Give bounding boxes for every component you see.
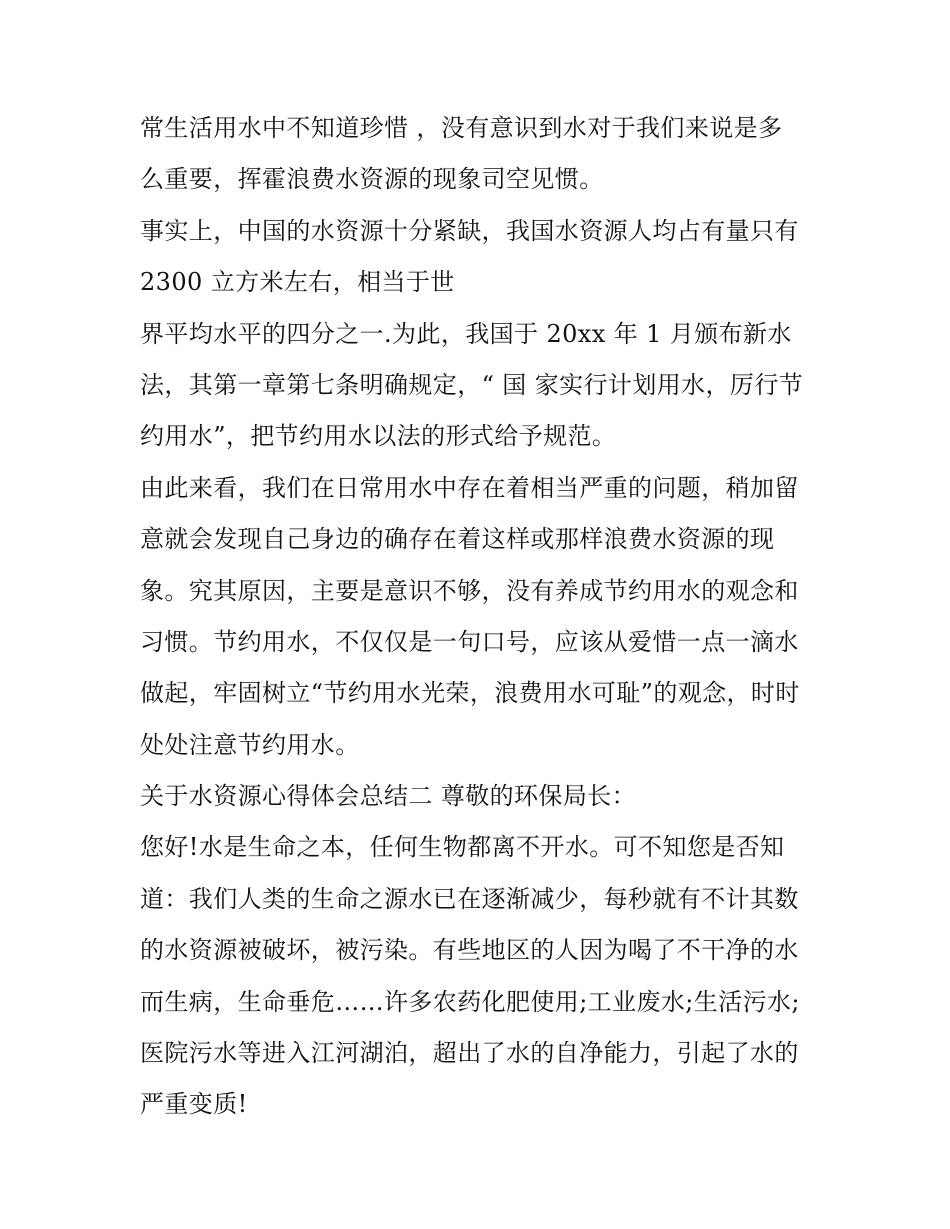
text-line: 您好!水是生命之本，任何生物都离不开水。可不知您是否知: [140, 833, 785, 862]
text-line: 界平均水平的四分之一.为此，我国于 20xx 年 1 月颁布新水: [140, 319, 792, 348]
text-line: 么重要，挥霍浪费水资源的现象司空见惯。: [140, 165, 604, 194]
text-line: 由此来看，我们在日常用水中存在着相当严重的问题，稍加留: [140, 473, 799, 502]
text-line: 象。究其原因，主要是意识不够，没有养成节约用水的观念和: [140, 576, 799, 605]
text-line: 习惯。节约用水，不仅仅是一句口号，应该从爱惜一点一滴水: [140, 627, 799, 656]
text-line: 做起，牢固树立“节约用水光荣，浪费用水可耻”的观念，时时: [140, 679, 800, 708]
text-line: 的水资源被破坏，被污染。有些地区的人因为喝了不干净的水: [140, 936, 799, 965]
text-line: 道：我们人类的生命之源水已在逐渐减少，每秒就有不计其数: [140, 884, 799, 913]
text-line: 2300 立方米左右，相当于世: [140, 268, 455, 297]
document-body: [140, 103, 830, 1131]
text-line: 意就会发现自己身边的确存在着这样或那样浪费水资源的现: [140, 525, 775, 554]
text-line: 严重变质!: [140, 1090, 248, 1119]
text-line: 法，其第一章第七条明确规定，“ 国 家实行计划用水，厉行节: [140, 370, 804, 399]
text-line: 处处注意节约用水。: [140, 730, 360, 759]
text-line: 事实上，中国的水资源十分紧缺，我国水资源人均占有量只有: [140, 216, 799, 245]
text-line: 常生活用水中不知道珍惜 ，没有意识到水对于我们来说是多: [140, 114, 783, 142]
text-line: 约用水”，把节约用水以法的形式给予规范。: [140, 422, 617, 451]
section-heading-line: 关于水资源心得体会总结二 尊敬的环保局长：: [140, 782, 637, 811]
text-line: 医院污水等进入江河湖泊，超出了水的自净能力，引起了水的: [140, 1039, 799, 1068]
text-line: 而生病，生命垂危……许多农药化肥使用;工业废水;生活污水;: [140, 987, 800, 1016]
